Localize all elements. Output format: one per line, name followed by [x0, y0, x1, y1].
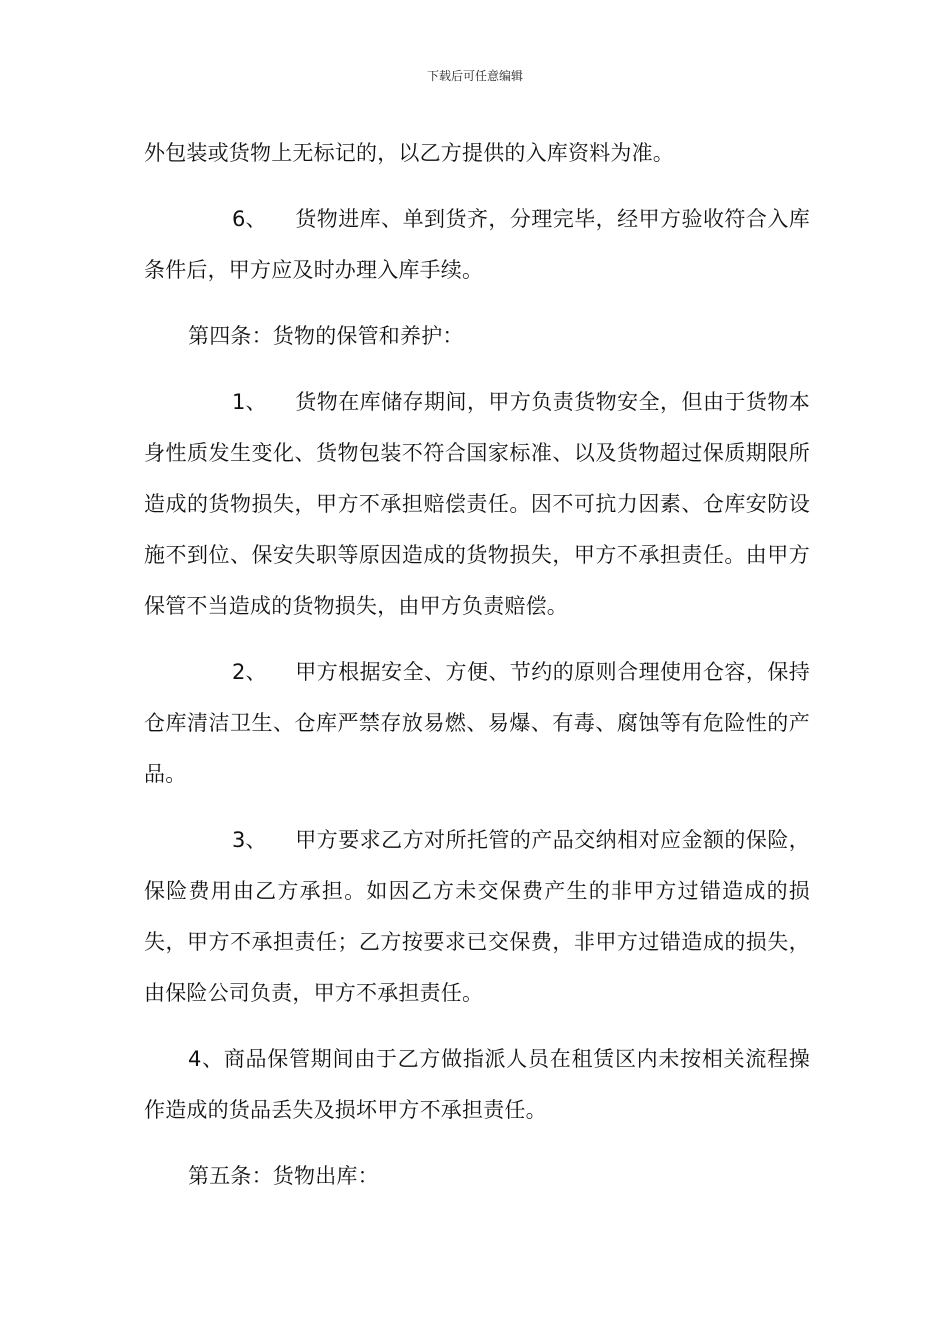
heading-prefix: 第	[188, 324, 210, 348]
heading-prefix: 第	[188, 1164, 210, 1188]
clause-text: 货物进库、单到货齐，分理完毕，经甲方验收符合入库条件后，甲方应及时办理入库手续。	[144, 207, 810, 282]
article-5-heading	[144, 1151, 810, 1202]
clause-2	[144, 647, 810, 800]
clause-number: 1、	[232, 390, 267, 414]
clause-4: 4、商品保管期间由于乙方做指派人员在租赁区内未按相关流程操作造成的货品丢失及损坏甲方不承担责任。	[144, 1047, 810, 1122]
clause-1	[144, 377, 810, 632]
clause-text: 货物在库储存期间，甲方负责货物安全，但由于货物本身性质发生变化、货物包装不符合国家标准、以及货物超过保质期限所造成的货物损失，甲方不承担赔偿责任。因不可抗力因素、仓库安防设施不到位、保安失职等原因造成的货物损失，甲方不承担责任。由甲方保管不当造成的货物损失，由甲方负责赔偿。	[144, 390, 810, 618]
heading-suffix: 条：货物的保管和养护：	[230, 324, 464, 348]
article-4-heading	[144, 311, 810, 362]
clause-text: 甲方根据安全、方便、节约的原则合理使用仓容，保持仓库清洁卫生、仓库严禁存放易燃、易爆、有毒、腐蚀等有危险性的产品。	[144, 660, 810, 786]
clause-text: 甲方要求乙方对所托管的产品交纳相对应金额的保险，保险费用由乙方承担。如因乙方未交保费产生的非甲方过错造成的损失，甲方不承担责任；乙方按要求已交保费，非甲方过错造成的损失，由保险公司负责，甲方不承担责任。	[144, 828, 810, 1005]
clause-6	[144, 194, 810, 296]
paragraph-continuation: 外包装或货物上无标记的，以乙方提供的入库资料为准。	[144, 141, 674, 165]
page-header: 下载后可任意编辑	[426, 69, 523, 83]
clause-number: 3、	[232, 828, 267, 852]
clause-number: 2、	[232, 660, 267, 684]
clause-number: 6、	[232, 207, 267, 231]
heading-suffix: 条：货物出库：	[230, 1164, 379, 1188]
clause-3	[144, 815, 810, 1019]
document-body	[144, 128, 810, 1217]
heading-ordinal: 四	[209, 324, 231, 348]
heading-ordinal: 五	[209, 1164, 231, 1188]
